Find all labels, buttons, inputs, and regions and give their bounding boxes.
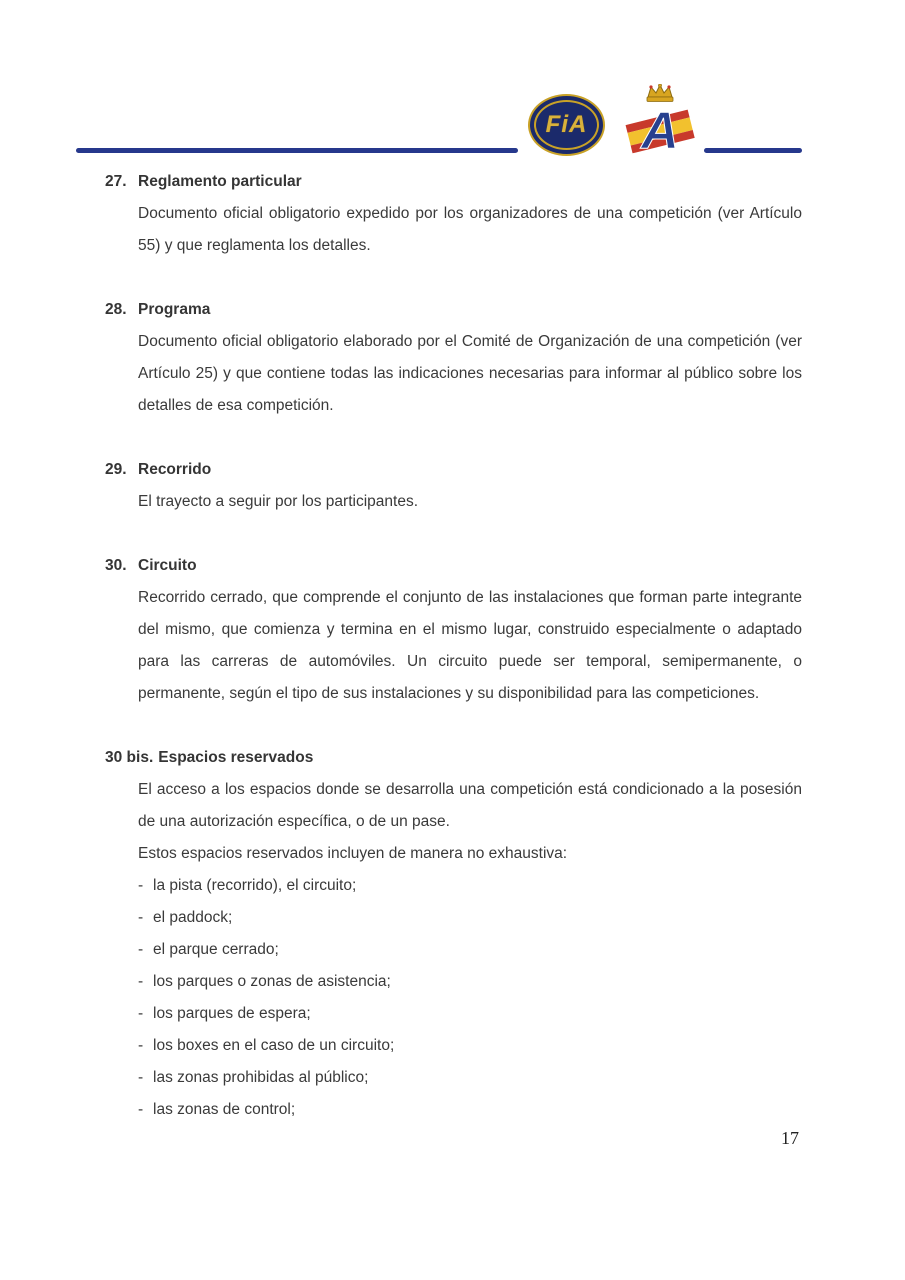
article-29 [105,454,802,518]
article-title: Circuito [138,557,197,574]
list-item-text: el parque cerrado; [153,941,279,958]
article-title: Reglamento particular [138,173,302,190]
list-dash: - [138,973,144,990]
header-rule-right [704,148,802,153]
article-paragraph: Estos espacios reservados incluyen de manera no exhaustiva: [138,845,568,862]
fia-logo-text: FiA [545,111,588,138]
article-title: Programa [138,301,211,318]
article-heading [105,454,802,486]
page-header [0,0,905,165]
article-30 [105,550,802,710]
list-item [138,1094,802,1126]
article-paragraph: El trayecto a seguir por los participantes. [138,493,418,510]
list-dash: - [138,1069,144,1086]
article-paragraph: El acceso a los espacios donde se desarrolla una competición está condicionado a la posesión de una autorización específica, o de un pase. [138,781,802,830]
article-heading [105,742,802,774]
list-dash: - [138,1101,144,1118]
list-item-text: la pista (recorrido), el circuito; [153,877,357,894]
list-item [138,934,802,966]
article-number: 27. [105,173,127,190]
article-heading [105,550,802,582]
list-dash: - [138,1037,144,1054]
list-item-text: las zonas prohibidas al público; [153,1069,369,1086]
list-item-text: los boxes en el caso de un circuito; [153,1037,395,1054]
list-dash: - [138,1005,144,1022]
article-number: 28. [105,301,127,318]
article-paragraph: Documento oficial obligatorio expedido por los organizadores de una competición (ver Artículo 55) y que reglamenta los detalles. [138,205,802,254]
article-27 [105,166,802,262]
list-item-text: los parques o zonas de asistencia; [153,973,391,990]
rfeda-letter: A [641,102,679,158]
list-item [138,1030,802,1062]
article-28 [105,294,802,422]
article-paragraph: Recorrido cerrado, que comprende el conjunto de las instalaciones que forman parte integrante del mismo, que comienza y termina en el mismo lugar, construido especialmente o adaptado para las carreras de automóviles. Un circuito puede ser temporal, semipermanente, o permanente, según el tipo de sus instalaciones y su disponibilidad para las competiciones. [138,589,802,702]
list-dash: - [138,909,144,926]
list-item-text: el paddock; [153,909,233,926]
article-number: 29. [105,461,127,478]
list-item [138,998,802,1030]
list-item-text: los parques de espera; [153,1005,311,1022]
crown-icon [647,84,673,102]
article-number: 30 bis. [105,749,154,766]
list-item [138,1062,802,1094]
header-rule-left [76,148,518,153]
article-title: Recorrido [138,461,212,478]
article-paragraph: Documento oficial obligatorio elaborado por el Comité de Organización de una competición (ver Artículo 25) y que contiene todas las indicaciones necesarias para informar al público sobre los detalles de esa competición. [138,333,802,414]
document-body [105,166,802,1158]
list-dash: - [138,877,144,894]
article-heading [105,294,802,326]
article-number: 30. [105,557,127,574]
list-item [138,902,802,934]
rfeda-logo [616,84,704,158]
article-heading [105,166,802,198]
article-title: Espacios reservados [158,749,314,766]
page-number: 17 [781,1128,799,1148]
list-item-text: las zonas de control; [153,1101,296,1118]
fia-logo [528,94,605,156]
list-item [138,966,802,998]
article-30bis [105,742,802,1126]
reserved-spaces-list [138,870,802,1126]
list-item [138,870,802,902]
list-dash: - [138,941,144,958]
